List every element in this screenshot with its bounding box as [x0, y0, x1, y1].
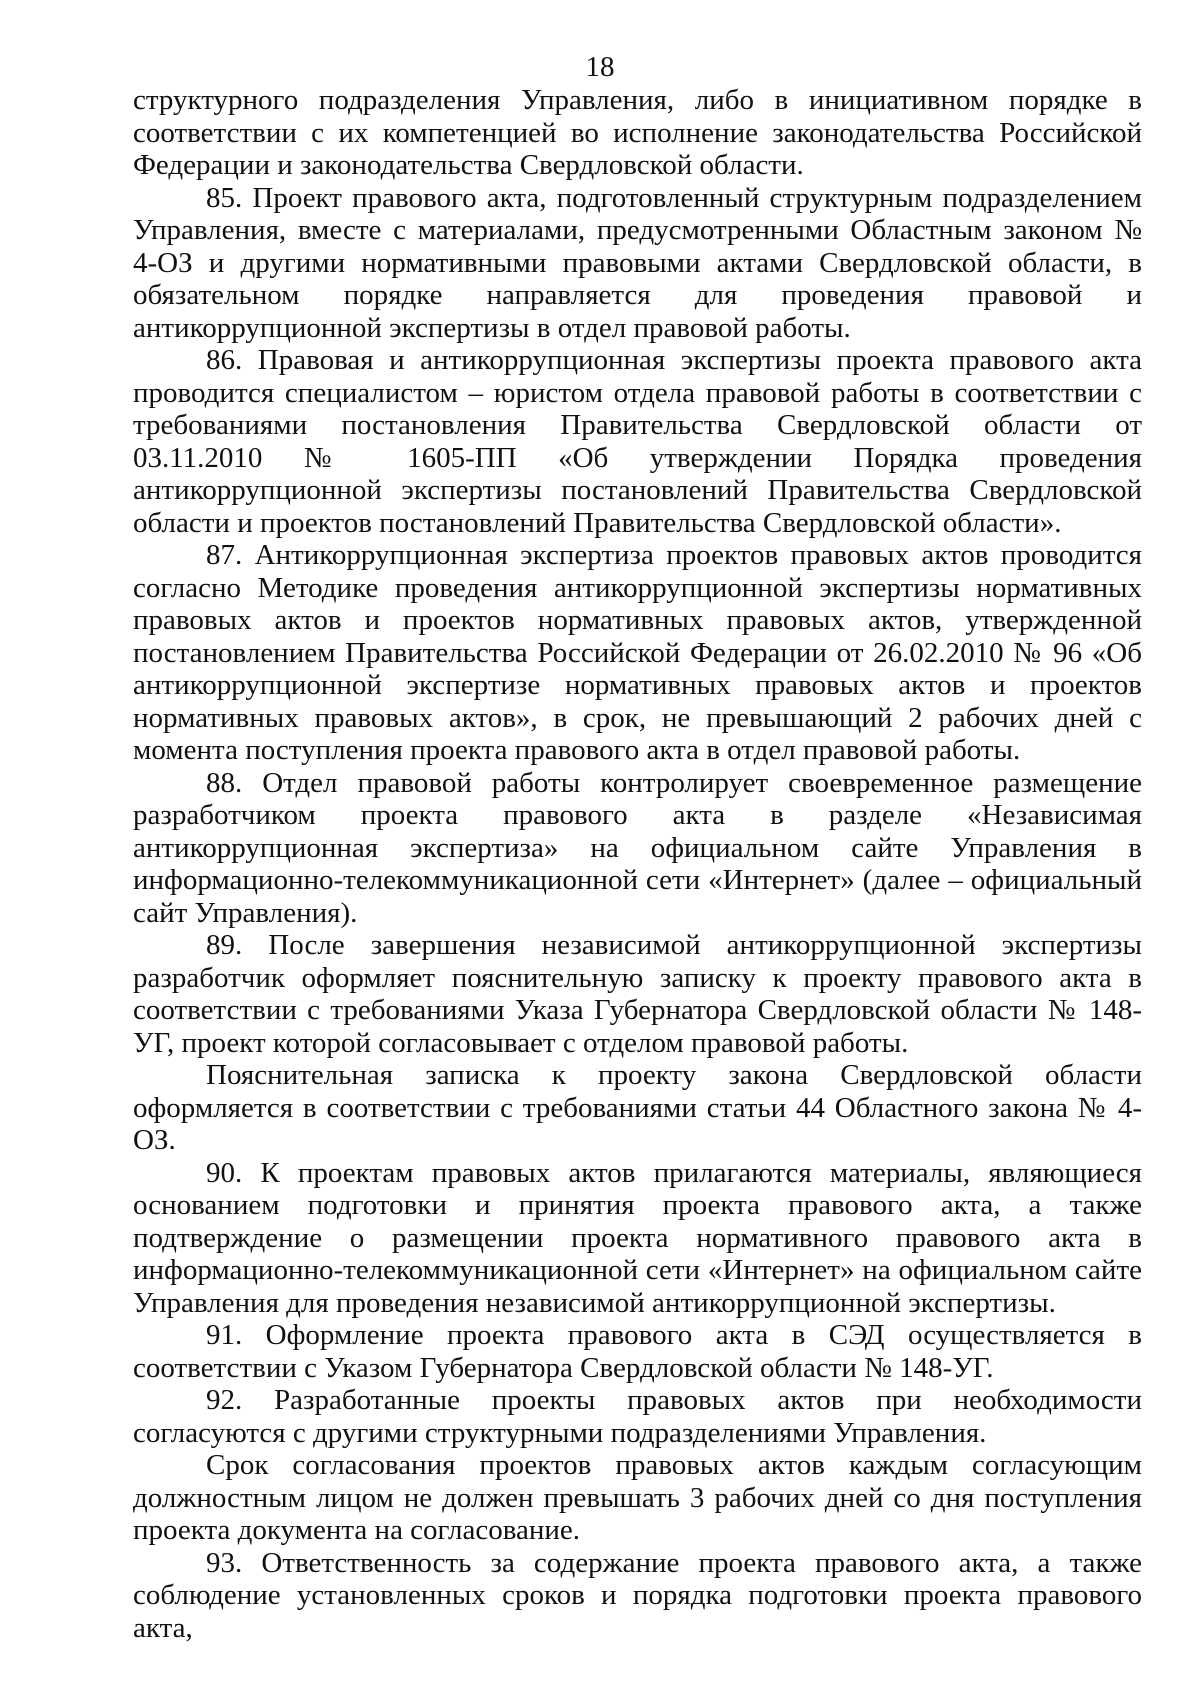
paragraph-89: 89. После завершения независимой антикоррупционной экспертизы разработчик оформляет пояснительную записку к проекту правового акта в соответствии с требованиями Указа Губернатора Свердловской области № 148-УГ, проект которой согласовывает с отделом правовой работы.	[133, 929, 1142, 1059]
paragraph-90: 90. К проектам правовых актов прилагаются материалы, являющиеся основанием подготовки и принятия проекта правового акта, а также подтверждение о размещении проекта нормативного правового акта в информационно-телекоммуникационной сети «Интернет» на официальном сайте Управления для проведения независимой антикоррупционной экспертизы.	[133, 1156, 1142, 1319]
paragraph-88: 88. Отдел правовой работы контролирует своевременное размещение разработчиком проекта правового акта в разделе «Независимая антикоррупционная экспертиза» на официальном сайте Управления в информационно-телекоммуникационной сети «Интернет» (далее – официальный сайт Управления).	[133, 766, 1142, 929]
paragraph-explanatory-note: Пояснительная записка к проекту закона Свердловской области оформляется в соответствии с требованиями статьи 44 Областного закона № 4-ОЗ.	[133, 1059, 1142, 1156]
paragraph-approval-term: Срок согласования проектов правовых актов каждым согласующим должностным лицом не должен превышать 3 рабочих дней со дня поступления проекта документа на согласование.	[133, 1449, 1142, 1546]
paragraph-91: 91. Оформление проекта правового акта в СЭД осуществляется в соответствии с Указом Губернатора Свердловской области № 148-УГ.	[133, 1319, 1142, 1384]
paragraph-continuation: структурного подразделения Управления, либо в инициативном порядке в соответствии с их компетенцией во исполнение законодательства Российской Федерации и законодательства Свердловской области.	[133, 84, 1142, 181]
page-number: 18	[585, 51, 615, 83]
paragraph-87: 87. Антикоррупционная экспертиза проектов правовых актов проводится согласно Методике проведения антикоррупционной экспертизы нормативных правовых актов и проектов нормативных правовых актов, утвержденной постановлением Правительства Российской Федерации от 26.02.2010 № 96 «Об антикоррупционной экспертизе нормативных правовых актов и проектов нормативных правовых актов», в срок, не превышающий 2 рабочих дней с момента поступления проекта правового акта в отдел правовой работы.	[133, 539, 1142, 766]
paragraph-85: 85. Проект правового акта, подготовленный структурным подразделением Управления, вместе с материалами, предусмотренными Областным законом № 4-ОЗ и другими нормативными правовыми актами Свердловской области, в обязательном порядке направляется для проведения правовой и антикоррупционной экспертизы в отдел правовой работы.	[133, 181, 1142, 344]
paragraph-86: 86. Правовая и антикоррупционная экспертизы проекта правового акта проводится специалистом – юристом отдела правовой работы в соответствии с требованиями постановления Правительства Свердловской области от 03.11.2010 № 1605-ПП «Об утверждении Порядка проведения антикоррупционной экспертизы постановлений Правительства Свердловской области и проектов постановлений Правительства Свердловской области».	[133, 344, 1142, 539]
document-body	[133, 84, 1142, 1644]
paragraph-92: 92. Разработанные проекты правовых актов при необходимости согласуются с другими структурными подразделениями Управления.	[133, 1384, 1142, 1449]
paragraph-93: 93. Ответственность за содержание проекта правового акта, а также соблюдение установленных сроков и порядка подготовки проекта правового акта,	[133, 1546, 1142, 1644]
